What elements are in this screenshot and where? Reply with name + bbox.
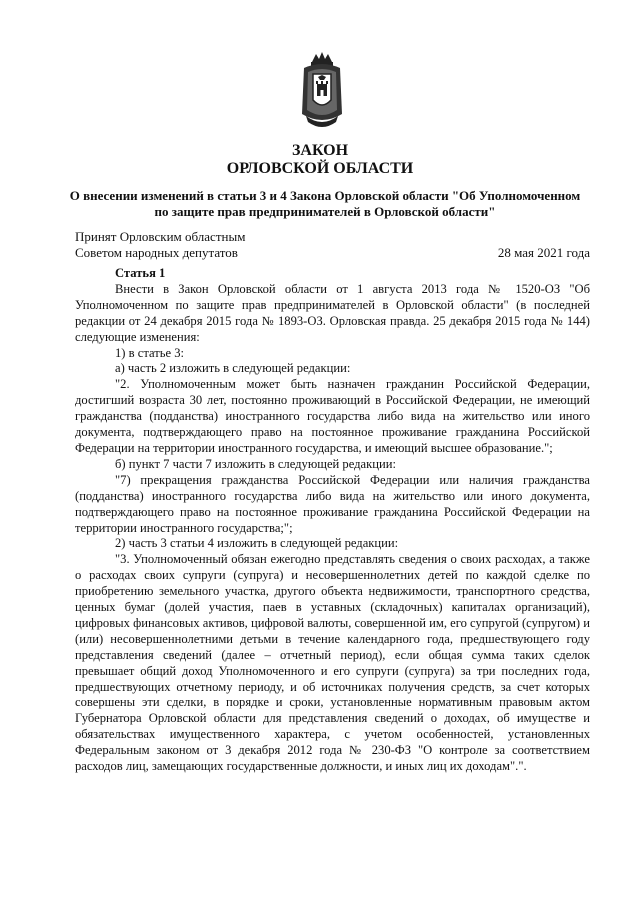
document-region: ОРЛОВСКОЙ ОБЛАСТИ: [226, 160, 414, 177]
adoption-date: 28 мая 2021 года: [497, 245, 590, 260]
law-subject: [60, 188, 590, 220]
paragraph: "2. Уполномоченным может быть назначен гражданин Российской Федерации, достигший возраста 30 лет, постоянно проживающий в Российской Федерации, не имеющий гражданства (подданства) иностранного государства либо вида на жительство или иного документа, подтверждающего право на постоянное проживание гражданина Российской Федерации на территории иностранного государства, и имеющий высшее образование.";: [75, 377, 590, 455]
paragraph: а) часть 2 изложить в следующей редакции:: [115, 361, 351, 376]
adoption-line: Принят Орловским областным: [75, 229, 246, 244]
article-heading: Статья 1: [115, 266, 166, 280]
document-title: ЗАКОН: [291, 142, 349, 159]
law-subject-line: по защите прав предпринимателей в Орловской области": [154, 204, 496, 219]
paragraph: 2) часть 3 статьи 4 изложить в следующей редакции:: [115, 536, 399, 551]
paragraph: Внести в Закон Орловской области от 1 августа 2013 года № 1520-ОЗ "Об Уполномоченном по защите прав предпринимателей в Орловской области" (в последней редакции от 24 декабря 2015 года № 1893-ОЗ. Орловская правда. 25 декабря 2015 года № 144) следующие изменения:: [75, 281, 590, 344]
article-body: [75, 266, 590, 775]
paragraph: "3. Уполномоченный обязан ежегодно представлять сведения о своих расходах, а также о расходах своих супруги (супруга) и несовершеннолетних детей по каждой сделке по приобретению земельного участка, другого объекта недвижимости, транспортного средства, ценных бумаг (долей участия, паев в уставных (складочных) капиталах организаций), цифровых финансовых активов, цифровой валюты, совершенной им, его супругой (супругом) и (или) несовершеннолетними детьми в течение календарного года, предшествующего году представления сведений (далее – отчетный период), если общая сумма таких сделок превышает общий доход Уполномоченного и его супруги (супруга) за три последних года, предшествующих отчетному периоду, и об источниках получения средств, за счет которых совершены эти сделки, в порядке и сроки, установленные нормативным правовым актом Губернатора Орловской области для представления сведений о доходах, об имуществе и обязательствах имущественного характера, с учетом особенностей, установленных Федеральным законом от 3 декабря 2012 года № 230-ФЗ "О контроле за соответствием расходов лиц, замещающих государственные должности, и иных лиц их доходам".".: [75, 552, 590, 774]
paragraph: "7) прекращения гражданства Российской Федерации или наличия гражданства (подданства) иностранного государства либо вида на жительство или иного документа, подтверждающего право на постоянное проживание гражданина Российской Федерации на территории иностранного государства;";: [75, 472, 590, 535]
paragraph: б) пункт 7 части 7 изложить в следующей редакции:: [115, 456, 396, 471]
paragraph: 1) в статье 3:: [115, 345, 185, 360]
law-subject-line: О внесении изменений в статьи 3 и 4 Закона Орловской области "Об Уполномоченном: [69, 188, 581, 203]
adoption-info: [75, 229, 245, 261]
adoption-line: Советом народных депутатов: [75, 245, 238, 260]
coat-of-arms-icon: [298, 50, 346, 132]
